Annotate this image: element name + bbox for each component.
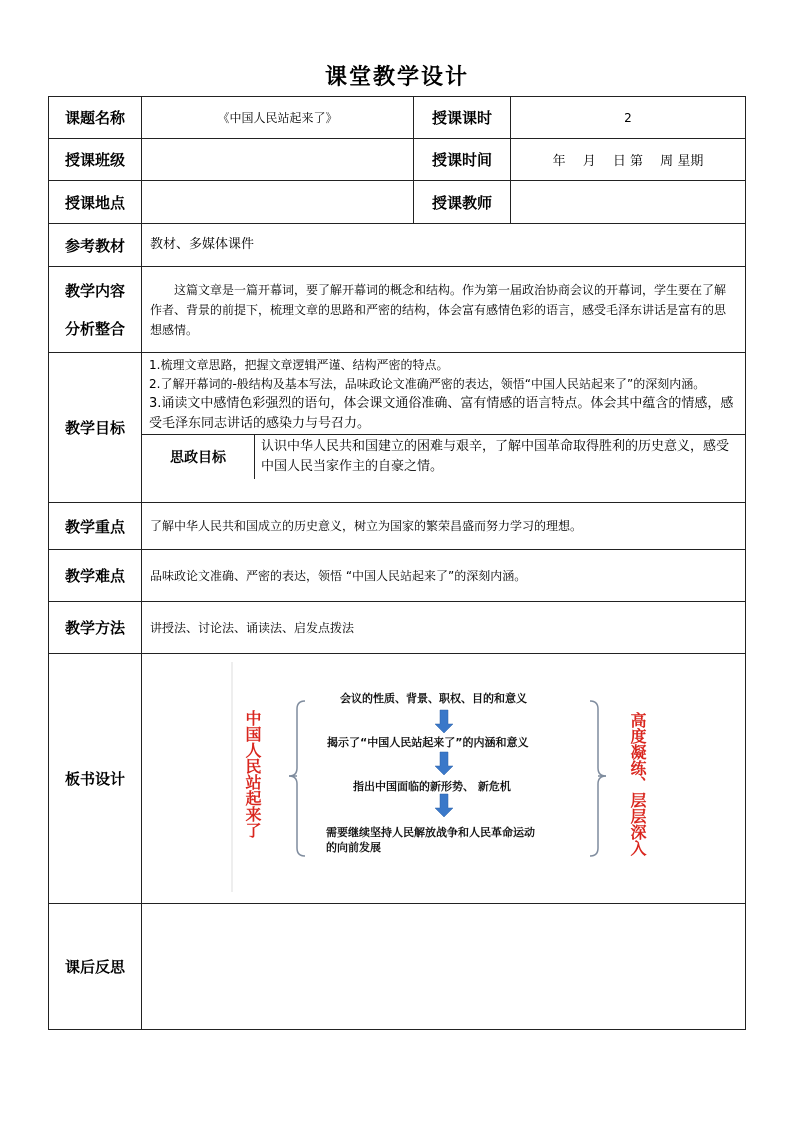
row-reflection	[49, 904, 746, 1030]
objective-item: 1.梳理文章思路，把握文章逻辑严谨、结构严密的特点。	[149, 358, 449, 372]
board-step-4a: 需要继续坚持人民解放战争和人民革命运动	[326, 826, 535, 839]
reflection-value	[142, 904, 746, 1030]
board-right-summary: 高度凝练、层层深入	[628, 712, 647, 856]
row-difficulty	[49, 550, 746, 602]
board-left-title: 中国人民站起来了	[243, 710, 262, 838]
objectives-cell	[142, 353, 746, 503]
class-label: 授课班级	[49, 139, 142, 181]
time-value: 年 月 日 第 周 星期	[511, 139, 746, 181]
objectives-label: 教学目标	[49, 353, 142, 503]
objective-item: 3.诵读文中感情色彩强烈的语句，体会课文通俗准确、富有情感的语言特点。体会其中蕴含的情感，感受毛泽东同志讲话的感染力与号召力。	[149, 396, 734, 431]
analysis-value: 这篇文章是一篇开幕词，要了解开幕词的概念和结构。作为第一届政治协商会议的开幕词，学生要在了解作者、背景的前提下，梳理文章的思路和严密的结构，体会富有感情色彩的语言，感受毛泽东讲话是富有的思想感情。	[150, 282, 727, 337]
analysis-label	[49, 267, 142, 353]
method-label: 教学方法	[49, 602, 142, 654]
row-materials	[49, 224, 746, 267]
ideology-goal	[142, 434, 745, 479]
method-value: 讲授法、讨论法、诵读法、启发点拨法	[150, 620, 355, 635]
row-analysis	[49, 267, 746, 353]
method-cell	[142, 602, 746, 654]
teacher-value	[511, 181, 746, 224]
analysis-label-line2: 分析整合	[64, 319, 125, 338]
place-value	[142, 181, 414, 224]
hours-value: 2	[511, 97, 746, 139]
row-board	[49, 654, 746, 904]
ideology-value: 认识中华人民共和国建立的困难与艰辛，了解中国革命取得胜利的历史意义，感受中国人民当家作主的自豪之情。	[261, 439, 730, 474]
board-step-3: 指出中国面临的新形势、 新危机	[353, 780, 511, 793]
materials-cell	[142, 224, 746, 267]
row-method	[49, 602, 746, 654]
ideology-label: 思政目标	[142, 435, 255, 479]
board-step-2: 揭示了“中国人民站起来了”的内涵和意义	[327, 736, 529, 749]
row-class	[49, 139, 746, 181]
difficulty-label: 教学难点	[49, 550, 142, 602]
page-title: 课堂教学设计	[324, 65, 469, 90]
arrow-down-icon	[435, 752, 453, 775]
board-step-1: 会议的性质、背景、职权、目的和意义	[340, 692, 527, 705]
right-brace	[590, 701, 606, 856]
analysis-label-line1: 教学内容	[64, 281, 125, 300]
topic-label: 课题名称	[49, 97, 142, 139]
reflection-label: 课后反思	[49, 904, 142, 1030]
row-objectives	[49, 353, 746, 503]
keypoint-label: 教学重点	[49, 503, 142, 550]
left-brace	[289, 701, 305, 856]
keypoint-value: 了解中华人民共和国成立的历史意义，树立为国家的繁荣昌盛而努力学习的理想。	[150, 519, 583, 533]
arrow-down-icon	[435, 710, 453, 733]
topic-value: 《中国人民站起来了》	[142, 97, 414, 139]
teacher-label: 授课教师	[414, 181, 511, 224]
board-label: 板书设计	[49, 654, 142, 904]
lesson-plan-table	[48, 96, 746, 1030]
difficulty-cell	[142, 550, 746, 602]
row-keypoint	[49, 503, 746, 550]
objective-item: 2.了解开幕词的-般结构及基本写法，品味政论文准确严密的表达，领悟“中国人民站起来了”的深刻内涵。	[149, 377, 706, 391]
materials-value: 教材、多媒体课件	[150, 237, 255, 252]
row-place	[49, 181, 746, 224]
analysis-cell	[142, 267, 746, 353]
objectives-list	[142, 353, 745, 434]
materials-label: 参考教材	[49, 224, 142, 267]
board-step-4b: 的向前发展	[326, 841, 381, 854]
time-label: 授课时间	[414, 139, 511, 181]
arrow-down-icon	[435, 794, 453, 817]
difficulty-value: 品味政论文准确、严密的表达，领悟 “中国人民站起来了”的深刻内涵。	[150, 568, 527, 583]
row-topic	[49, 97, 746, 139]
place-label: 授课地点	[49, 181, 142, 224]
board-cell	[142, 654, 746, 904]
class-value	[142, 139, 414, 181]
keypoint-cell	[142, 503, 746, 550]
board-diagram	[142, 654, 745, 900]
board-graphic	[142, 654, 744, 900]
hours-label: 授课课时	[414, 97, 511, 139]
